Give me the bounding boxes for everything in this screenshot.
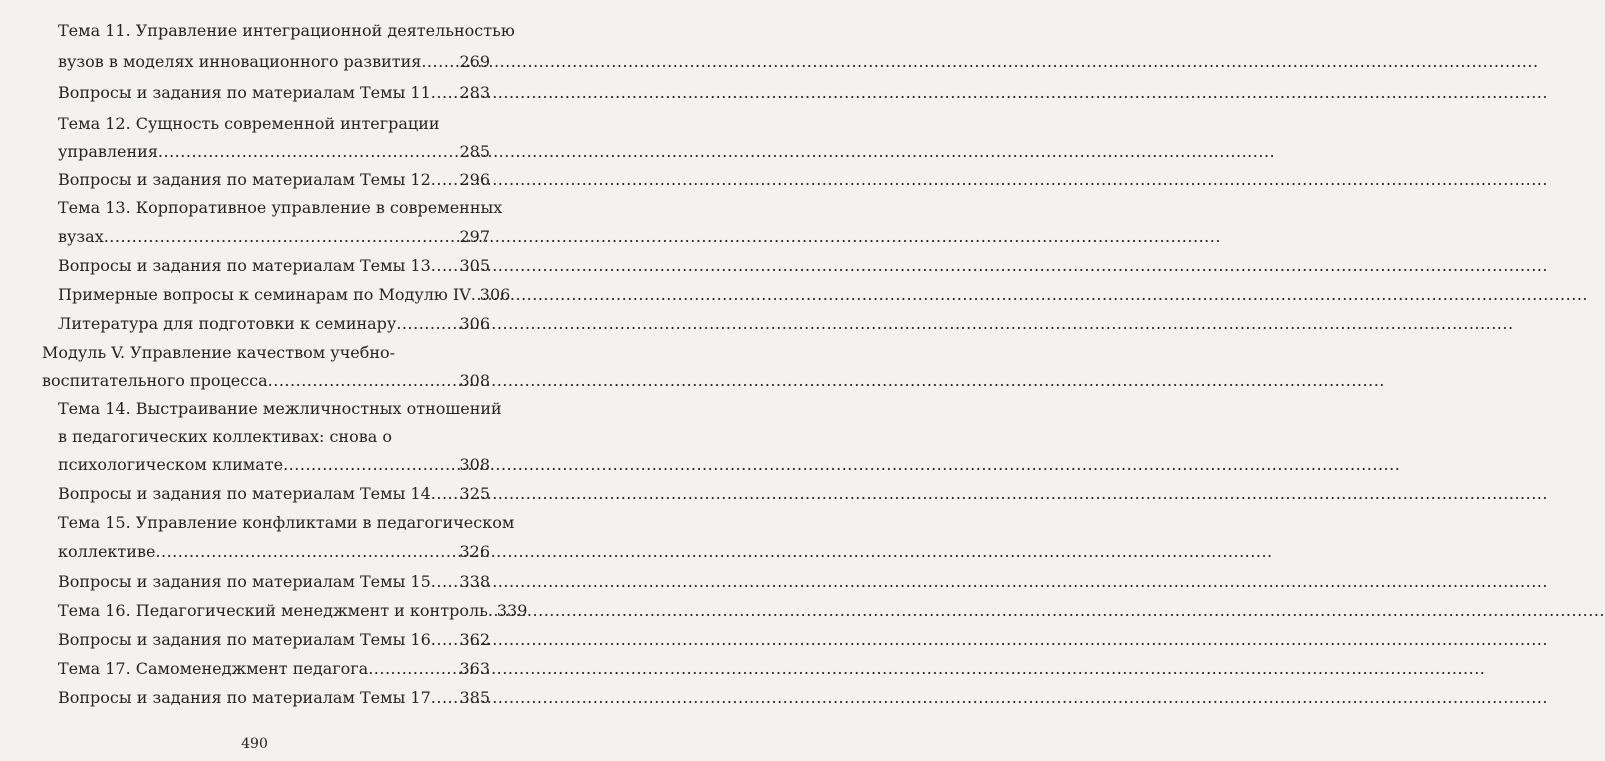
toc-entry-line [58,52,490,72]
toc-entry-line [58,285,511,305]
toc-page-number: 308 [459,455,490,474]
toc-entry-line [58,142,490,162]
toc-entry-title-line: Вопросы и задания по материалам Темы 11 [58,83,431,102]
toc-page-number: 308 [459,371,490,390]
toc-entry-title-line: управления [58,142,158,161]
leader-dots [431,484,459,504]
toc-entry-line [58,21,515,41]
toc-page-number: 385 [459,688,490,707]
toc-entry-title-line: вузах [58,227,104,246]
toc-entry-line [58,542,490,562]
leader-dots [104,227,459,247]
toc-entry-title-line: Вопросы и задания по материалам Темы 12 [58,170,431,189]
toc-entry-line [58,484,490,504]
toc-entry-title-line: в педагогических коллективах: снова о [58,427,392,446]
toc-page-number: 325 [459,484,490,503]
leader-dots [283,455,458,475]
toc-entry-line [58,572,490,592]
toc-entry-line [58,427,490,447]
toc-entry-line [58,659,490,679]
toc-page-number: 283 [459,83,490,102]
toc-entry-title-line: коллективе [58,542,156,561]
toc-entry-line [58,601,528,621]
leader-dots [158,142,459,162]
toc-entry-title-line: Тема 11. Управление интеграционной деятельностью [58,21,515,40]
toc-entry-line [58,688,490,708]
toc-entry-title-line: Вопросы и задания по материалам Темы 16 [58,630,431,649]
toc-entry-line [58,114,490,134]
toc-page-number: 285 [459,142,490,161]
toc-page-number: 338 [459,572,490,591]
toc-page-number: 269 [459,52,490,71]
toc-entry-line [58,455,490,475]
toc-entry-title-line: Примерные вопросы к семинарам по Модулю IV [58,285,471,304]
toc-entry-title-line: Тема 16. Педагогический менеджмент и контроль [58,601,488,620]
toc-module-line [42,343,490,363]
leader-dots [421,52,458,72]
toc-entry-title-line: Тема 12. Сущность современной интеграции [58,114,440,133]
toc-page-number: 306 [479,285,511,304]
book-page [0,0,528,761]
leader-dots [268,371,459,391]
leader-dots [155,542,458,562]
toc-entry-title-line: Тема 14. Выстраивание межличностных отношений [58,399,502,418]
toc-entry-line [58,399,502,419]
leader-dots [431,688,459,708]
leader-dots [431,256,459,276]
toc-entry-line [58,314,490,334]
leader-dots [471,285,479,305]
toc-module-title-line: Модуль V. Управление качеством учебно- [42,343,396,362]
toc-entry-title-line: Тема 15. Управление конфликтами в педагогическом [58,513,515,532]
leader-dots [488,601,496,621]
toc-entry-title-line: Тема 17. Самоменеджмент педагога [58,659,369,678]
leader-dots [431,572,459,592]
toc-entry-line [58,83,490,103]
leader-dots [431,83,459,103]
toc-module-title-line: воспитательного процесса [42,371,268,390]
toc-entry-title-line: Вопросы и задания по материалам Темы 15 [58,572,431,591]
toc-page-number: 339 [496,601,528,620]
toc-entry-title-line: Вопросы и задания по материалам Темы 13 [58,256,431,275]
toc-page-number: 326 [459,542,490,561]
toc-entry-title-line: Литература для подготовки к семинару [58,314,397,333]
toc-entry-line [58,198,503,218]
toc-module-line [42,371,490,391]
toc-entry-title-line: Вопросы и задания по материалам Темы 17 [58,688,431,707]
toc-page-number: 305 [459,256,490,275]
leader-dots [431,630,459,650]
toc-page-number: 306 [459,314,490,333]
toc-entry-title-line: психологическом климате [58,455,284,474]
toc-entry-line [58,227,490,247]
toc-entry-line [58,170,490,190]
toc-entry-title-line: Вопросы и задания по материалам Темы 14 [58,484,431,503]
toc-entry-line [58,513,515,533]
toc-entry-line [58,256,490,276]
toc-page-number: 296 [459,170,490,189]
toc-entry-line [58,630,490,650]
toc-entry-title-line: вузов в моделях инновационного развития [58,52,422,71]
leader-dots [368,659,458,679]
toc-page-number: 363 [459,659,490,678]
toc-page-number: 297 [459,227,490,246]
toc-entry-title-line: Тема 13. Корпоративное управление в современных [58,198,503,217]
leader-dots [431,170,459,190]
leader-dots [396,314,458,334]
page-number-footer: 490 [241,736,268,752]
toc-page-number: 362 [459,630,490,649]
